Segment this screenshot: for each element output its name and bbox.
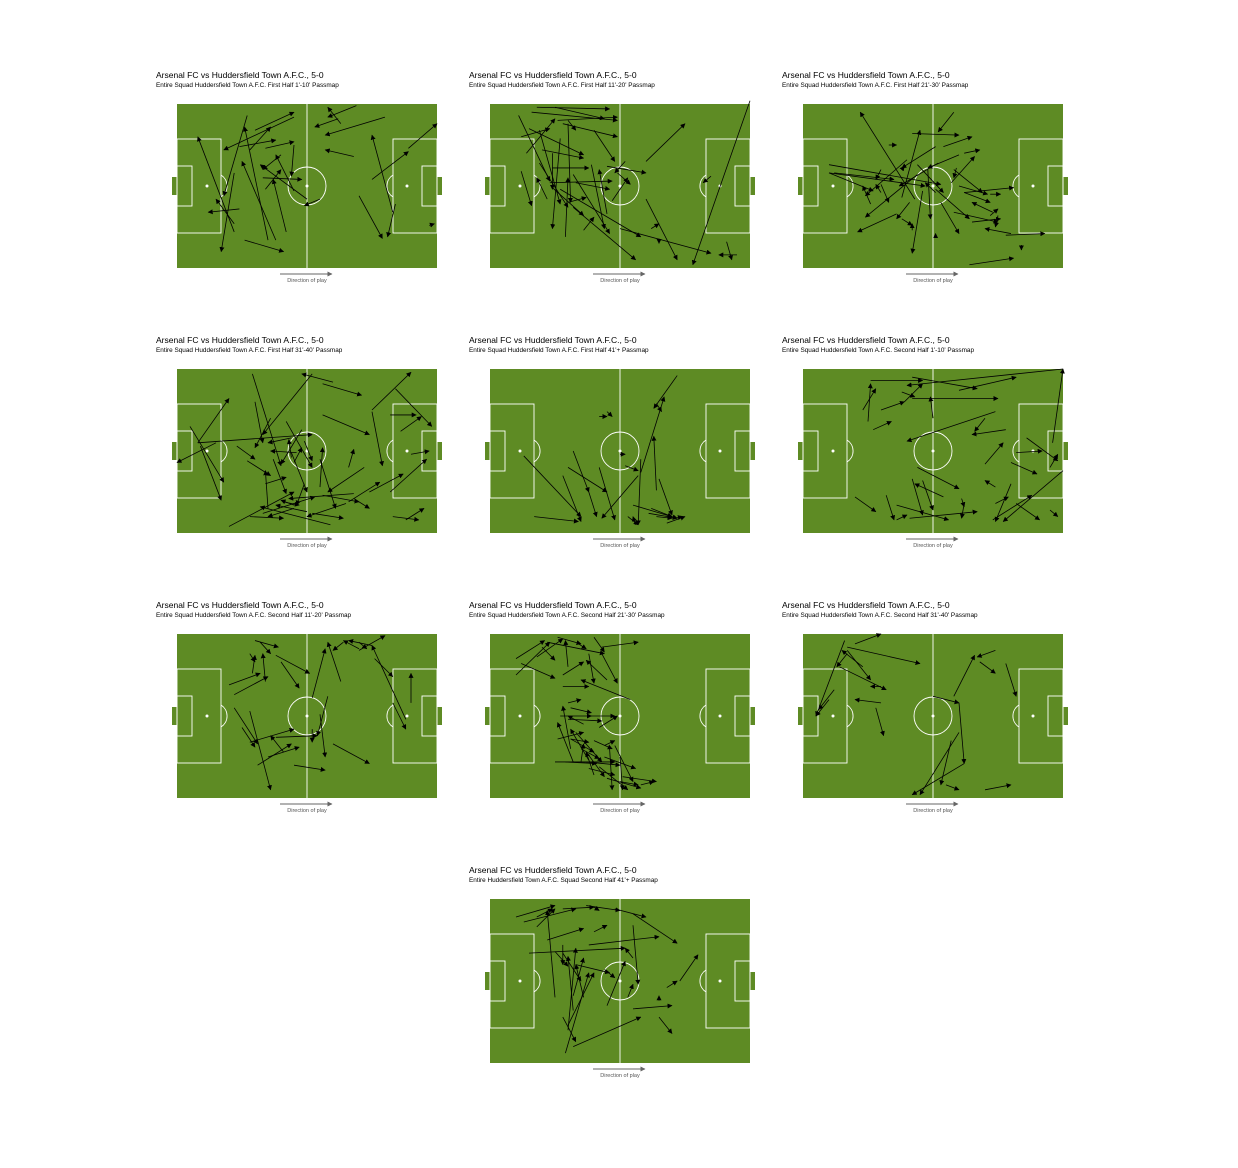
direction-of-play — [485, 271, 755, 291]
left-goal — [172, 442, 177, 460]
direction-of-play — [485, 536, 755, 556]
passmap-panel — [156, 600, 466, 822]
direction-label: Direction of play — [287, 278, 327, 284]
chart-subtitle: Entire Squad Huddersfield Town A.F.C. First Half 21'-30' Passmap — [782, 82, 969, 89]
left-goal — [798, 707, 803, 725]
centre-spot — [306, 185, 309, 188]
right-goal — [1063, 707, 1068, 725]
chart-subtitle: Entire Squad Huddersfield Town A.F.C. First Half 41'+ Passmap — [469, 347, 649, 354]
direction-of-play — [798, 271, 1068, 291]
direction-label: Direction of play — [600, 1073, 640, 1079]
left-goal — [798, 177, 803, 195]
pitch — [798, 101, 1068, 271]
direction-label: Direction of play — [287, 543, 327, 549]
passmap-panel — [782, 600, 1092, 822]
pitch — [172, 366, 442, 536]
pitch — [485, 101, 755, 271]
chart-title: Arsenal FC vs Huddersfield Town A.F.C., 5-0 — [156, 600, 324, 610]
left-penalty-spot — [206, 715, 209, 718]
left-penalty-spot — [206, 185, 209, 188]
left-goal — [172, 177, 177, 195]
chart-subtitle: Entire Huddersfield Town A.F.C. Squad Second Half 41'+ Passmap — [469, 877, 658, 884]
direction-label: Direction of play — [600, 543, 640, 549]
pitch — [172, 631, 442, 801]
left-goal — [172, 707, 177, 725]
direction-label: Direction of play — [600, 278, 640, 284]
right-penalty-spot — [1032, 450, 1035, 453]
centre-spot — [932, 185, 935, 188]
right-goal — [750, 177, 755, 195]
direction-of-play — [172, 271, 442, 291]
right-goal — [750, 442, 755, 460]
direction-of-play — [485, 801, 755, 821]
left-penalty-spot — [519, 185, 522, 188]
right-penalty-spot — [719, 980, 722, 983]
chart-subtitle: Entire Squad Huddersfield Town A.F.C. Second Half 31'-40' Passmap — [782, 612, 978, 619]
chart-title: Arsenal FC vs Huddersfield Town A.F.C., 5-0 — [156, 70, 324, 80]
right-penalty-spot — [406, 715, 409, 718]
chart-title: Arsenal FC vs Huddersfield Town A.F.C., 5-0 — [469, 865, 637, 875]
chart-subtitle: Entire Squad Huddersfield Town A.F.C. First Half 1'-10' Passmap — [156, 82, 339, 89]
right-penalty-spot — [406, 450, 409, 453]
left-goal — [485, 177, 490, 195]
right-penalty-spot — [719, 450, 722, 453]
right-goal — [750, 972, 755, 990]
centre-spot — [932, 450, 935, 453]
left-goal — [485, 442, 490, 460]
right-penalty-spot — [1032, 715, 1035, 718]
direction-label: Direction of play — [913, 278, 953, 284]
left-goal — [798, 442, 803, 460]
right-goal — [1063, 442, 1068, 460]
direction-of-play — [172, 536, 442, 556]
direction-of-play — [798, 801, 1068, 821]
left-goal — [485, 707, 490, 725]
passmap-panel — [469, 335, 779, 557]
left-penalty-spot — [519, 980, 522, 983]
chart-title: Arsenal FC vs Huddersfield Town A.F.C., 5-0 — [469, 335, 637, 345]
passmap-panel — [469, 865, 779, 1087]
passmap-panel — [156, 335, 466, 557]
chart-title: Arsenal FC vs Huddersfield Town A.F.C., 5-0 — [782, 335, 950, 345]
right-penalty-spot — [406, 185, 409, 188]
chart-subtitle: Entire Squad Huddersfield Town A.F.C. Second Half 1'-10' Passmap — [782, 347, 975, 354]
passmap-panel — [469, 600, 779, 822]
direction-label: Direction of play — [600, 808, 640, 814]
chart-subtitle: Entire Squad Huddersfield Town A.F.C. First Half 31'-40' Passmap — [156, 347, 343, 354]
right-penalty-spot — [719, 715, 722, 718]
left-penalty-spot — [832, 450, 835, 453]
left-penalty-spot — [519, 715, 522, 718]
pitch — [798, 366, 1068, 536]
left-penalty-spot — [832, 185, 835, 188]
chart-title: Arsenal FC vs Huddersfield Town A.F.C., 5-0 — [156, 335, 324, 345]
centre-spot — [306, 715, 309, 718]
chart-title: Arsenal FC vs Huddersfield Town A.F.C., 5-0 — [469, 70, 637, 80]
centre-spot — [619, 980, 622, 983]
direction-of-play — [485, 1066, 755, 1086]
chart-subtitle: Entire Squad Huddersfield Town A.F.C. First Half 11'-20' Passmap — [469, 82, 655, 89]
passmap-panel — [782, 335, 1092, 557]
direction-label: Direction of play — [913, 808, 953, 814]
chart-title: Arsenal FC vs Huddersfield Town A.F.C., 5-0 — [782, 600, 950, 610]
right-goal — [750, 707, 755, 725]
left-goal — [485, 972, 490, 990]
right-goal — [437, 442, 442, 460]
centre-spot — [619, 450, 622, 453]
right-goal — [437, 177, 442, 195]
centre-spot — [932, 715, 935, 718]
right-penalty-spot — [1032, 185, 1035, 188]
left-penalty-spot — [832, 715, 835, 718]
pitch — [485, 366, 755, 536]
chart-subtitle: Entire Squad Huddersfield Town A.F.C. Second Half 21'-30' Passmap — [469, 612, 665, 619]
direction-of-play — [798, 536, 1068, 556]
passmap-panel — [782, 70, 1092, 292]
pitch — [485, 896, 755, 1066]
chart-title: Arsenal FC vs Huddersfield Town A.F.C., 5-0 — [782, 70, 950, 80]
direction-label: Direction of play — [287, 808, 327, 814]
centre-spot — [619, 715, 622, 718]
pitch — [485, 631, 755, 801]
left-penalty-spot — [519, 450, 522, 453]
direction-label: Direction of play — [913, 543, 953, 549]
chart-subtitle: Entire Squad Huddersfield Town A.F.C. Second Half 11'-20' Passmap — [156, 612, 352, 619]
right-goal — [437, 707, 442, 725]
chart-title: Arsenal FC vs Huddersfield Town A.F.C., 5-0 — [469, 600, 637, 610]
passmap-panel — [469, 70, 779, 292]
direction-of-play — [172, 801, 442, 821]
pitch — [798, 631, 1068, 801]
pitch — [172, 101, 442, 271]
passmap-panel — [156, 70, 466, 292]
right-goal — [1063, 177, 1068, 195]
